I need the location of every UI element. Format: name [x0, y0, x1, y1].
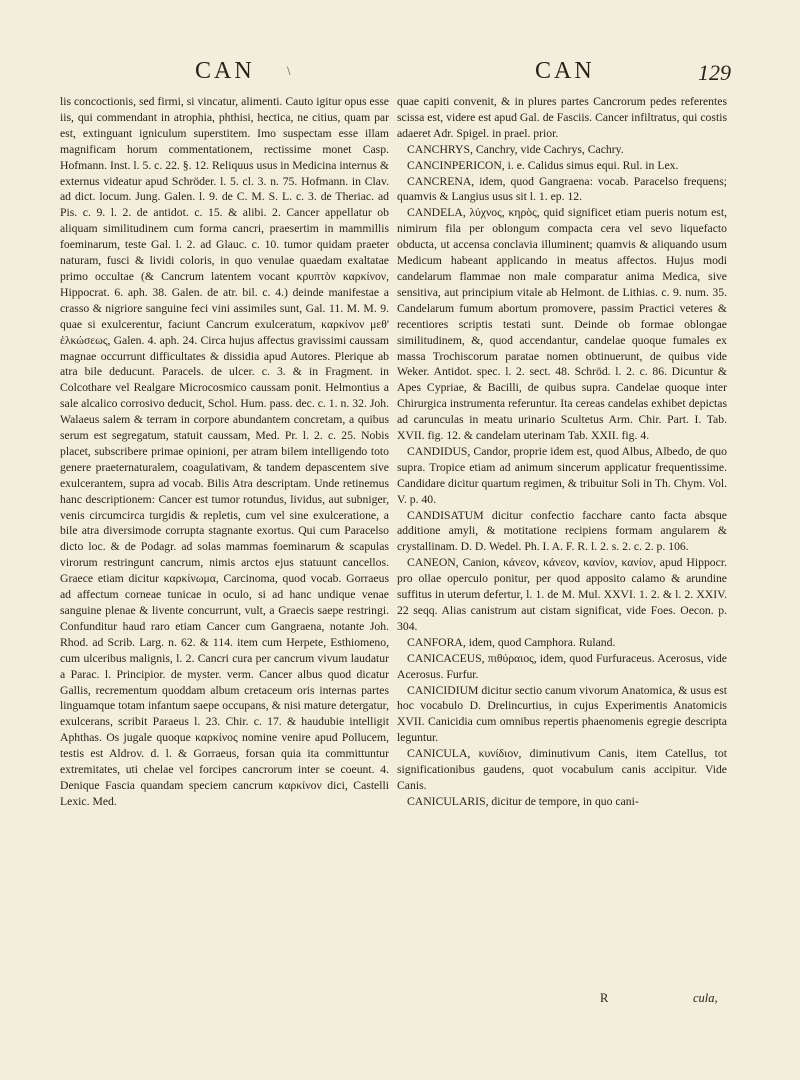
entry-candidus: CANDIDUS, Candor, proprie idem est, quod Albus, Albedo, de quo supra. Tropice etiam ad animum sincerum applicatur frequentissime. Candidare dicitur quartum regimen, & tribuitur Soli in Th. Chym. Vol. V. p. 40.: [397, 444, 727, 506]
entry-continuation: quae capiti convenit, & in plures partes Cancrorum pedes referentes scissa est, videre est apud Gal. de Fasciis. Cancer infiltratus, qui costis adaeret Adr. Spigel. in prael. prior.: [397, 95, 727, 140]
entry-candisatum: CANDISATUM dicitur confectio facchare canto facta absque additione amyli, & motitatione recipiens formam angularem & crystallinam. D. D. Wedel. Ph. I. A. F. R. l. 2. s. 2. c. 2. p. 106.: [397, 508, 727, 554]
signature-mark: R: [600, 991, 609, 1005]
page-footer: [0, 991, 800, 1011]
header-mark: \: [287, 66, 291, 77]
entry-canicularis: CANICULARIS, dicitur de tempore, in quo cani-: [407, 794, 639, 808]
entry-canicidium: CANICIDIUM dicitur sectio canum vivorum Anatomica, & usus est hoc vocabulo D. Drelincurtius, in cujus Experimentis Anatomicis XVII. Canicidia cum omnibus repertis phaenomenis egregie descripta leguntur.: [397, 683, 727, 745]
header-left-title: CAN: [195, 58, 255, 84]
entry-caneon: CANEON, Canion, κάνεον, κάνεον, κανίον, κανίον, apud Hippocr. pro ollae operculo ponitur, per quod apposito calamo & arundine suffitus in uterum defertur, l. 1. de M. Mul. XXVI. 1. 2. & l. 2. XXIV. 22 seqq. Alias canistrum aut cistam significat, vide Foes. Oecon. p. 304.: [397, 556, 727, 633]
entry-canfora: CANFORA, idem, quod Camphora. Ruland.: [407, 635, 616, 649]
entry-cancinpericon: CANCINPERICON, i. e. Calidus simus equi. Rul. in Lex.: [407, 158, 679, 172]
catchword: cula,: [693, 991, 718, 1005]
entry-cancrena: CANCRENA, idem, quod Gangraena: vocab. Paracelso frequens; quamvis & Langius usus sit l. 1. ep. 12.: [397, 174, 727, 204]
left-column: [60, 94, 389, 810]
entry-canicula: CANICULA, κυνίδιον, diminutivum Canis, item Catellus, tot significationibus gaudens, quot vocabulum canis accipitur. Vide Canis.: [397, 747, 727, 792]
entry-candela: CANDELA, λύχνος, κηρὸς, quid significet etiam pueris notum est, nimirum fila per oblongum compacta cera vel sevo liquefacto obducta, ut accensa conclavia illuminent; quamvis & aliquando usum Medicum habeant applicando in meatus affectos. Hujus modi candelarum flammae non male comparatur anima Medica, sive sensitiva, aut principium vitale ab Helmont. de Lithias. c. 9. num. 35. Candelarum fumum abortum promovere, passim Practici veteres & recentiores scriptis testati sunt. Deinde ob formae oblongae similitudinem, &, quod accendantur, candelae quoque fumales ex massa Trochiscorum paratae nomen obtinuerunt, de quibus vide Weker. Antidot. spec. l. 2. sect. 48. Schröd. l. 2. c. 86. Dicuntur & Apes Cypriae, & Bacilli, de quibus supra. Candelae quoque inter Chirurgica instrumenta referuntur. Ita cereas candelas exhibet depictas ad carunculas in meatu urinario Scultetus Arm. Chir. Part. I. Tab. XVII. fig. 12. & candelam uterinam Tab. XXII. fig. 4.: [397, 206, 727, 443]
page-number: 129: [698, 60, 731, 85]
entry-canicaceus: CANICACEUS, πιθύραιος, idem, quod Furfuraceus. Acerosus, vide Acerosus. Furfur.: [397, 651, 727, 681]
running-header: [0, 56, 800, 90]
right-column: [397, 94, 727, 810]
entry-canchrys: CANCHRYS, Canchry, vide Cachrys, Cachry.: [407, 142, 624, 156]
left-column-text: lis concoctionis, sed firmi, si vincatur, alimenti. Cauto igitur opus esse iis, qui commendant in atrophia, phthisi, hectica, ne citius, quam par est, extinguant igniculum superstitem. Imo suspectam esse illam magnificam horum commentationem, rectissime monet Casp. Hofmann. Inst. l. 5. c. 22. §. 12. Reliquus usus in Medicina internus & externus videatur apud Schröder. l. 5. cl. 3. n. 75. Hofmann. in Clav. ad dict. locum. Jung. Galen. l. 9. de C. M. S. L. c. 3. de Theriac. ad Pis. c. 9. l. 2. de antidot. c. 15. & alibi. 2. Cancer appellatur ob aliquam similitudinem cum forma cancri, praesertim in mammillis foeminarum, teste Gal. l. 2. ad Glauc. c. 10. tumor quidam praeter naturam, fusci & lividi coloris, in quo venulae quaedam exaltatae primo occultae (& Cancrum latentem vocant κρυπτὸν καρκίνον, Hippocrat. 6. aph. 38. Galen. de atr. bil. c. 4.) deinde manifestae a crasso & nigriore sanguine feci vini assimiles sunt, Gal. 11. M. M. 9. quae si exulcerentur, faciunt Cancrum exulceratum, καρκίνον μεθ' ἑλκώσεως, Galen. 4. aph. 24. Circa hujus affectus gravissimi caussam magnae occurrunt difficultates & dissidia apud Autores. Plerique ab atra bile deducunt. Paracels. de ulcer. c. 3. & in Fragment. in Colcothare vel Realgare Microcosmico caussam ponit. Helmontius a sale alcalico corrosivo deducit, Schol. Hum. pass. dec. c. 1. n. 32. Joh. Walaeus salem & terram in corpore abundantem concretam, a quibus serum est segregatum, statuit caussam, Med. Pr. l. 2. c. 25. Nobis placet, subscribere primae opinioni, per atram bilem intelligendo toto genere praeternaturalem, coagulativam, & tandem depascentem sive exulcerantem, supra ad vocab. Bilis Atra descriptam. Unde retinemus hanc descriptionem: Cancer est tumor rotundus, lividus, aut subniger, venis circumcirca turgidis & repletis, cum vel sine exulceratione, a bile atra diversimode corrupta stagnante exortus. Qui cum Paracelso dicto loc. & de Podagr. ad solas mammas foeminarum & scapulas virorum restringunt cancrum, nimis arctos ejus statuunt cancellos. Graece etiam dicitur καρκίνωμα, Carcinoma, quod vocab. Gorraeus ad affectum corneae tunicae in oculo, si ad hanc undique venae sanguine plenae & livente concurrunt, vult, a Graecis saepe restringi. Confunditur haud raro etiam Cancer cum Gangraena, notante Joh. Rhod. ad Scrib. Larg. n. 62. & 114. item cum Herpete, Esthiomeno, cum ulceribus malignis, l. 2. Cancri cura per cancrum vivum laudatur a Parac. l. Principior. de myster. verm. Cancer albus quod dicatur Gallis, recrementum quoddam album cretaceum oris internas partes linguamque totam infantum saepe occupans, & nisi mature detergatur, exulcerans, scribit Paraeus l. 23. Chir. c. 17. & haudubie intelligit Aphthas. Os jugale quoque καρκίνος nomine venire apud Pollucem, testis est Aldrov. d. l. & Gorraeus, forsan quia ita committuntur extremitates, uti chelae vel forcipes cancrorum inter se coeunt. 4. Denique Fascia quandam speciem cancrum καρκίνον dici, Castelli Lexic. Med.: [60, 95, 389, 808]
header-right-title: CAN: [535, 58, 595, 84]
